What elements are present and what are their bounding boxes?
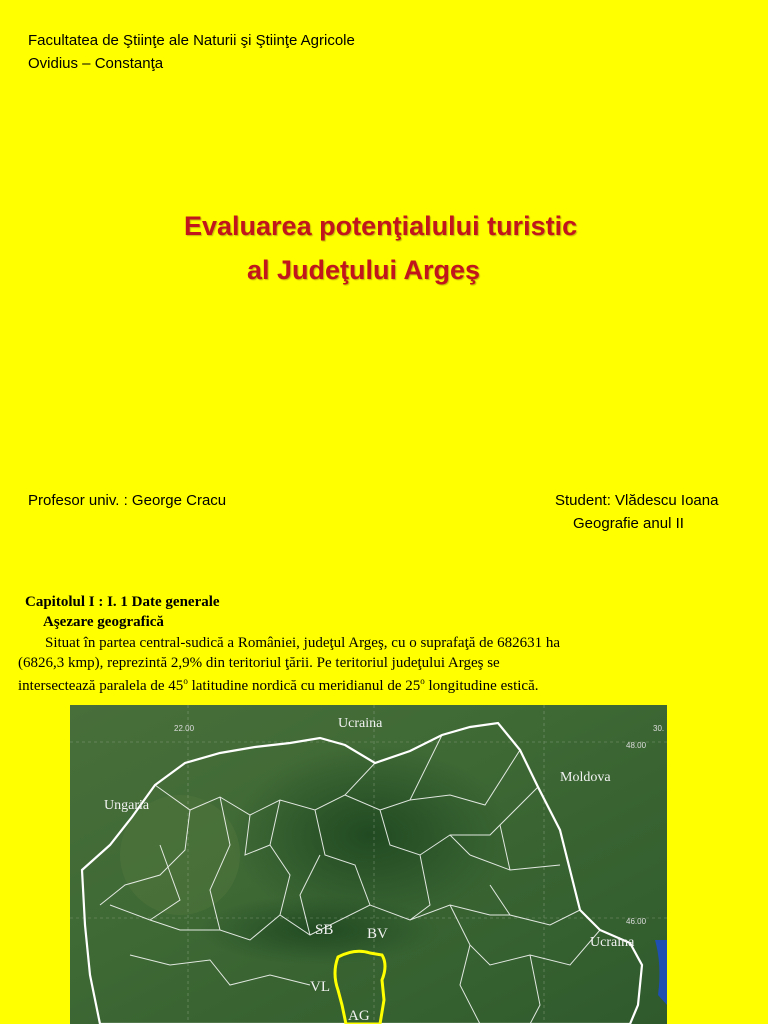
label-sb: SB <box>315 922 334 938</box>
label-ucraina-north: Ucraina <box>338 716 383 731</box>
title-line-2: al Judeţului Argeş <box>247 255 481 285</box>
paragraph-line-3 <box>18 676 538 695</box>
tick-22: 22.00 <box>174 724 195 733</box>
degree-sign: o <box>183 676 188 686</box>
tick-46: 46.00 <box>626 917 647 926</box>
label-moldova: Moldova <box>560 770 611 785</box>
professor-name: Profesor univ. : George Cracu <box>28 492 227 509</box>
paragraph-line-3-part-b: latitudine nordică cu meridianul de 25 <box>187 678 421 694</box>
paragraph-line-1: Situat în partea central-sudică a României, judeţul Argeş, cu o suprafaţă de 682631 ha <box>45 635 560 651</box>
label-bv: BV <box>367 926 388 942</box>
title-line-1: Evaluarea potenţialului turistic <box>184 211 578 241</box>
paragraph-line-3-part-c: longitudine estică. <box>424 678 539 694</box>
study-program: Geografie anul II <box>573 515 684 532</box>
faculty-name: Facultatea de Ştiinţe ale Naturii şi Ştiinţe Agricole <box>28 32 355 49</box>
student-name: Student: Vlădescu Ioana <box>555 492 719 509</box>
tick-30: 30. <box>653 724 665 733</box>
university-name: Ovidius – Constanţa <box>28 55 164 72</box>
romania-map-image <box>70 705 667 1024</box>
romania-map-svg <box>70 705 667 1024</box>
label-vl: VL <box>310 979 330 995</box>
label-ucraina-east: Ucraina <box>590 935 635 950</box>
paragraph-line-2: (6826,3 kmp), reprezintă 2,9% din teritoriul ţării. Pe teritoriul judeţului Argeş se <box>18 655 500 671</box>
chapter-subheading: Aşezare geografică <box>43 614 164 630</box>
degree-sign: o <box>420 676 425 686</box>
label-ag: AG <box>348 1008 370 1024</box>
chapter-heading: Capitolul I : I. 1 Date generale <box>25 594 220 610</box>
tick-48: 48.00 <box>626 741 647 750</box>
paragraph-line-3-part-a: intersectează paralela de 45 <box>18 678 184 694</box>
label-ungaria: Ungaria <box>104 798 150 813</box>
